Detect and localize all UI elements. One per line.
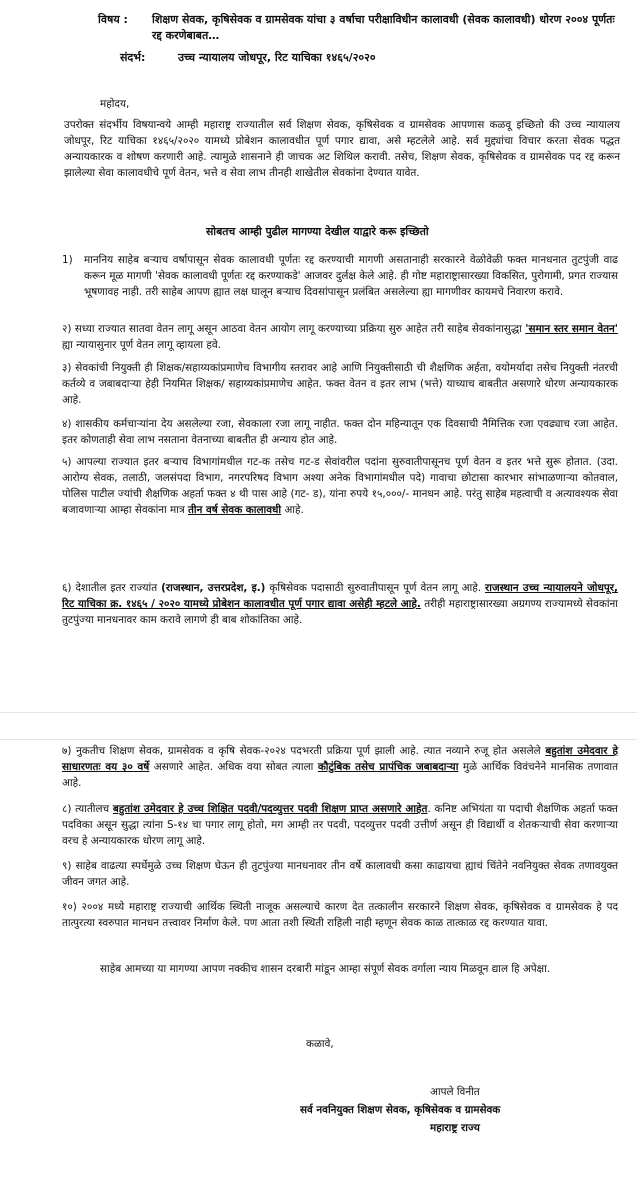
- closing-paragraph: साहेब आमच्या या मागण्या आपण नक्कीच शासन दरबारी मांडून आम्हा संपूर्ण सेवक वर्गाला न्याय मिळवून द्याल हि अपेक्षा.: [100, 963, 551, 975]
- subject-label: विषय :: [98, 13, 128, 26]
- demand-7-text-c: मुळे आर्थिक विवंचनेने मानसिक तणावात आहे.: [62, 761, 618, 789]
- demand-2-text-a: २) सध्या राज्यात सातवा वेतन लागू असून आठवा वेतन आयोग लागू करण्याच्या प्रक्रिया सुरु आहेत तरी साहेब सेवकांनासुद्धा: [62, 323, 526, 335]
- subject-text: शिक्षण सेवक, कृषिसेवक व ग्रामसेवक यांचा ३ वर्षाचा परीक्षाविधीन कालावधी (सेवक कालावधी) धोरण २००४ पूर्णतः रद्द करणेबाबत…: [152, 13, 615, 42]
- demand-3: ३) सेवकांची नियुक्ती ही शिक्षक/सहाय्यकांप्रमाणेच विभागीय स्तरावर आहे आणि नियुक्तीसाठी ची शैक्षणिक अर्हता, वयोमर्यादा तसेच नियुक्ती नंतरची कर्तव्ये व जबाबदाऱ्या हेही नियमित शिक्षक/ सहाय्यकांप्रमाणेच आहेत. फक्त वेतन व इतर लाभ (भत्ते) याच्याच बाबतीत असणारे धोरण अन्यायकारक आहे.: [62, 362, 618, 406]
- demand-8-text-a: ८) त्यातीलच: [62, 803, 113, 815]
- demand-2: [62, 321, 618, 353]
- intro-paragraph: उपरोक्त संदर्भीय विषयान्वये आम्ही महाराष्ट्र राज्यातील सर्व शिक्षण सेवक, कृषिसेवक व ग्रामसेवक आपणास कळवू इच्छितो की उच्च न्यायालय जोधपूर, रिट याचिका १४६५/२०२० यामध्ये प्रोबेशन कालावधीत पूर्ण पगार द्यावा, असे म्हटलेले आहे. सर्व मुद्द्यांचा विचार करता सेवक पद्धत अन्यायकारक व शोषण करणारी आहे. त्यामुळे शासनाने ही जाचक अट शिथिल करावी. तसेच, शिक्षण सेवक, कृषिसेवक व ग्रामसेवक पद रद्द करून झालेल्या सेवा कालावधीचे पूर्ण वेतन, भत्ते व सेवा लाभ तीनही शाखेतील सेवकांना देण्यात यावेत.: [64, 119, 620, 179]
- demand-10: १०) २००४ मध्ये महाराष्ट्र राज्याची आर्थिक स्थिती नाजूक असल्याचे कारण देत तत्कालीन सरकारने शिक्षण सेवक, कृषिसेवक व ग्रामसेवक हे पद तात्पुरत्या स्वरुपात मानधन तत्त्वावर निर्माण केले. पण आता तशी स्थिती राहिली नाही म्हणून सेवक काळ तात्काळ रद्द करण्यात यावा.: [62, 901, 618, 929]
- demand-8-text-b: . कनिष्ट अभियंता या पदाची शैक्षणिक अहर्ता फक्त पदविका असून सुद्धा त्यांना S-१४ चा पगार लागू होतो, मग आम्ही तर पदवी, पदव्युत्तर पदवी उत्तीर्ण असून ही विद्यार्थी व शेतकऱ्याची सेवा करणाऱ्या वरच हे अन्यायकारक धोरण लागू आहे.: [62, 803, 618, 847]
- signatory-text: सर्व नवनियुक्त शिक्षण सेवक, कृषिसेवक व ग्रामसेवक: [300, 1104, 501, 1116]
- reference-text: उच्च न्यायालय जोधपूर, रिट याचिका १४६५/२०२०: [178, 51, 376, 64]
- reference-label: संदर्भ:: [120, 51, 146, 64]
- demand-5-text-a: ५) आपल्या राज्यात इतर बऱ्याच विभागांमधील गट-क तसेच गट-ड सेवांवरील पदांना सुरुवातीपासूनच पूर्ण वेतन व इतर भत्ते सुरू होतात. (उदा. आरोग्य सेवक, तलाठी, जलसंपदा विभाग, नगरपरिषद विभाग अश्या अनेक विभागांमधील पदे) गावाचा छोटासा कारभार सांभाळणाऱ्या कोतवाल, पोलिस पाटील ज्यांची शैक्षणिक अहर्ता फक्त ४ थी पास आहे (गट- ड), यांना रुपये १५,०००/- मानधन आहे. परंतु साहेब महत्वाची व अत्यावश्यक सेवा बजावणाऱ्या आम्हा सेवकांना मात्र: [62, 456, 618, 516]
- demand-6-bold: (राजस्थान, उत्तरप्रदेश, इ.): [161, 582, 266, 594]
- demand-8: [62, 801, 618, 849]
- demand-5-text-b: आहे.: [281, 504, 304, 516]
- demand-7-text-a: ७) नुकतीच शिक्षण सेवक, ग्रामसेवक व कृषि सेवक-२०२४ पदभरती प्रक्रिया पूर्ण झाली आहे. त्यात नव्याने रुजू होत असलेले: [62, 745, 546, 757]
- demand-2-underlined: 'समान स्तर समान वेतन': [525, 323, 618, 335]
- demand-5: [62, 454, 618, 518]
- demand-2-text-b: ह्या न्यायासुनार पूर्ण वेतन लागू व्हायला हवे.: [62, 339, 221, 351]
- demand-6: [62, 580, 618, 628]
- demand-1-text: माननिय साहेब बऱ्याच वर्षापासून सेवक कालावधी पूर्णतः रद्द करण्याची मागणी असतानाही सरकारने वेळोवेळी फक्त मानधनात तुटपुंजी वाढ करून मूळ मागणी 'सेवक कालावधी पूर्णतः रद्द करण्याकडे' आजवर दुर्लक्ष केले आहे. ही गोष्ट महाराष्ट्रासारख्या विकसित, पुरोगामी, प्रगत राज्यास भूषणावह नाही. तरी साहेब आपण ह्यात लक्ष घालून बऱ्याच दिवसांपासून प्रलंबित असलेल्या ह्या मागणीवर कायमचे निवारण करावे.: [84, 254, 618, 298]
- state-text: महाराष्ट्र राज्य: [430, 1122, 480, 1134]
- demand-7-underlined-2: कौटुंबिक तसेच प्रापंचिक जबाबदाऱ्या: [317, 761, 459, 773]
- demand-8-underlined: बहुतांश उमेदवार हे उच्च शिक्षित पदवी/पदव्युत्तर पदवी शिक्षण प्राप्त असणारे आहेत: [112, 803, 428, 815]
- salutation: महोदय,: [100, 98, 130, 110]
- letter-page-2: [0, 740, 637, 1200]
- demand-7: [62, 743, 618, 791]
- yours-text: आपले विनीत: [430, 1086, 480, 1098]
- demand-5-underlined: तीन वर्ष सेवक कालावधी: [188, 504, 282, 516]
- demand-6-text-b: कृषिसेवक पदासाठी सुरुवातीपासून पूर्ण वेतन लागू आहे.: [265, 582, 486, 594]
- demand-4: ४) शासकीय कर्मचाऱ्यांना देय असलेल्या रजा, सेवकाला रजा लागू नाहीत. फक्त दोन महिन्यातून एक दिवसाची नैमित्तिक रजा एवढ्याच रजा आहेत. इतर कोणताही सेवा लाभ नसताना वेतनाच्या बाबतीत ही अन्याय होत आहे.: [62, 418, 618, 446]
- demand-6-text-c: तरीही महाराष्ट्रासारख्या अग्रगण्य राज्यामध्ये सेवकांना तुटपुंज्या मानधनावर काम करावे लागणे ही बाब शोकांतिका आहे.: [62, 598, 618, 626]
- demand-1-number: 1): [62, 254, 73, 266]
- demand-9: ९) साहेब वाढत्या स्पर्धेमुळे उच्च शिक्षण घेऊन ही तुटपुंज्या मानधनावर तीन वर्षे कालावधी कसा काढायचा ह्याचं चिंतेने नवनियुक्त सेवक तणावयुक्त जीवन जगत आहे.: [62, 860, 618, 888]
- page-gap: [0, 712, 637, 740]
- demands-heading: सोबतच आम्ही पुढील मागण्या देखील याद्वारे करू इच्छितो: [206, 225, 429, 238]
- demand-7-text-b: असणारे आहेत. अधिक वया सोबत त्याला: [149, 761, 318, 773]
- demand-7-underlined-1: बहुतांश उमेदवार हे साधारणतः वय ३० वर्षे: [62, 745, 618, 773]
- regards-text: कळावे,: [306, 1038, 334, 1050]
- demand-6-text-a: ६) देशातील इतर राज्यांत: [62, 582, 162, 594]
- demand-1: [62, 252, 618, 300]
- demand-6-underlined: राजस्थान उच्च न्यायालयने जोधपूर, रिट याचिका क्र. १४६५ / २०२० यामध्ये प्रोबेशन कालावधीत पूर्ण पगार द्यावा असेही म्हटले आहे.: [62, 582, 618, 610]
